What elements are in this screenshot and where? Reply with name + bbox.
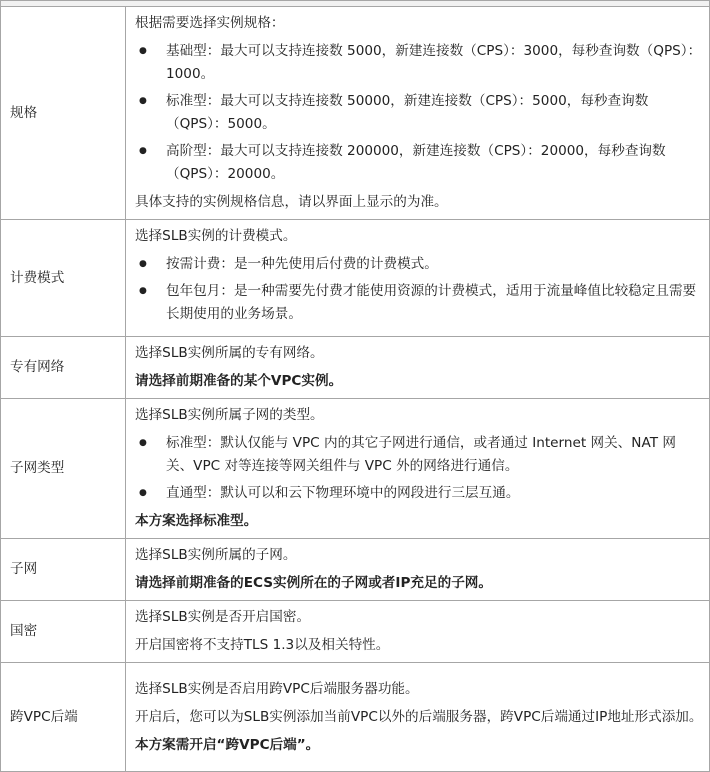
row-intro: 选择SLB实例所属子网的类型。 bbox=[135, 407, 324, 423]
list-item: ● 包年包月：是一种需要先付费才能使用资源的计费模式，适用于流量峰值比较稳定且需要长期使用的业务场景。 bbox=[135, 280, 703, 326]
table-row-vpc bbox=[1, 337, 710, 399]
row-value bbox=[126, 7, 710, 220]
table-row-spec bbox=[1, 7, 710, 220]
list-item: ● 高阶型：最大可以支持连接数 200000，新建连接数（CPS）：20000，每秒查询数（QPS）：20000。 bbox=[135, 140, 703, 186]
row-note: 具体支持的实例规格信息，请以界面上显示的为准。 bbox=[135, 194, 448, 210]
list-item: ● 标准型：最大可以支持连接数 50000，新建连接数（CPS）：5000，每秒查询数（QPS）：5000。 bbox=[135, 90, 703, 136]
row-intro: 选择SLB实例所属的专有网络。 bbox=[135, 345, 324, 361]
row-value bbox=[126, 601, 710, 663]
parameter-table bbox=[0, 6, 710, 772]
row-intro: 选择SLB实例是否启用跨VPC后端服务器功能。 bbox=[135, 680, 419, 697]
table-row-subnet bbox=[1, 539, 710, 601]
row-value bbox=[126, 663, 710, 772]
row-value bbox=[126, 399, 710, 539]
row-intro: 选择SLB实例的计费模式。 bbox=[135, 228, 297, 244]
table-row-cross-vpc bbox=[1, 663, 710, 772]
row-emphasis: 本方案需开启“跨VPC后端”。 bbox=[135, 736, 320, 753]
row-intro: 选择SLB实例是否开启国密。 bbox=[135, 609, 311, 625]
row-key: 专有网络 bbox=[1, 337, 126, 399]
row-emphasis: 本方案选择标准型。 bbox=[135, 513, 258, 529]
table-row-subnet-type bbox=[1, 399, 710, 539]
row-emphasis: 请选择前期准备的ECS实例所在的子网或者IP充足的子网。 bbox=[135, 575, 492, 591]
row-key: 子网类型 bbox=[1, 399, 126, 539]
option-list bbox=[135, 253, 703, 326]
option-list bbox=[135, 432, 703, 505]
row-key: 国密 bbox=[1, 601, 126, 663]
row-intro: 根据需要选择实例规格： bbox=[135, 15, 285, 31]
option-list bbox=[135, 40, 703, 186]
row-emphasis: 请选择前期准备的某个VPC实例。 bbox=[135, 373, 343, 389]
row-note: 开启国密将不支持TLS 1.3以及相关特性。 bbox=[135, 637, 390, 653]
list-item: ● 直通型：默认可以和云下物理环境中的网段进行三层互通。 bbox=[135, 482, 703, 505]
row-key: 规格 bbox=[1, 7, 126, 220]
list-item: ● 基础型：最大可以支持连接数 5000，新建连接数（CPS）：3000，每秒查询数（QPS）：1000。 bbox=[135, 40, 703, 86]
row-key: 计费模式 bbox=[1, 220, 126, 337]
row-value bbox=[126, 539, 710, 601]
row-intro: 选择SLB实例所属的子网。 bbox=[135, 547, 297, 563]
list-item: ● 标准型：默认仅能与 VPC 内的其它子网进行通信，或者通过 Internet 网关、NAT 网关、VPC 对等连接等网关组件与 VPC 外的网络进行通信。 bbox=[135, 432, 703, 478]
table-row-gm bbox=[1, 601, 710, 663]
row-note: 开启后，您可以为SLB实例添加当前VPC以外的后端服务器，跨VPC后端通过IP地址形式添加。 bbox=[135, 708, 703, 725]
table-row-billing bbox=[1, 220, 710, 337]
list-item: ● 按需计费：是一种先使用后付费的计费模式。 bbox=[135, 253, 703, 276]
row-key: 子网 bbox=[1, 539, 126, 601]
row-value bbox=[126, 337, 710, 399]
row-value bbox=[126, 220, 710, 337]
row-key: 跨VPC后端 bbox=[1, 663, 126, 772]
